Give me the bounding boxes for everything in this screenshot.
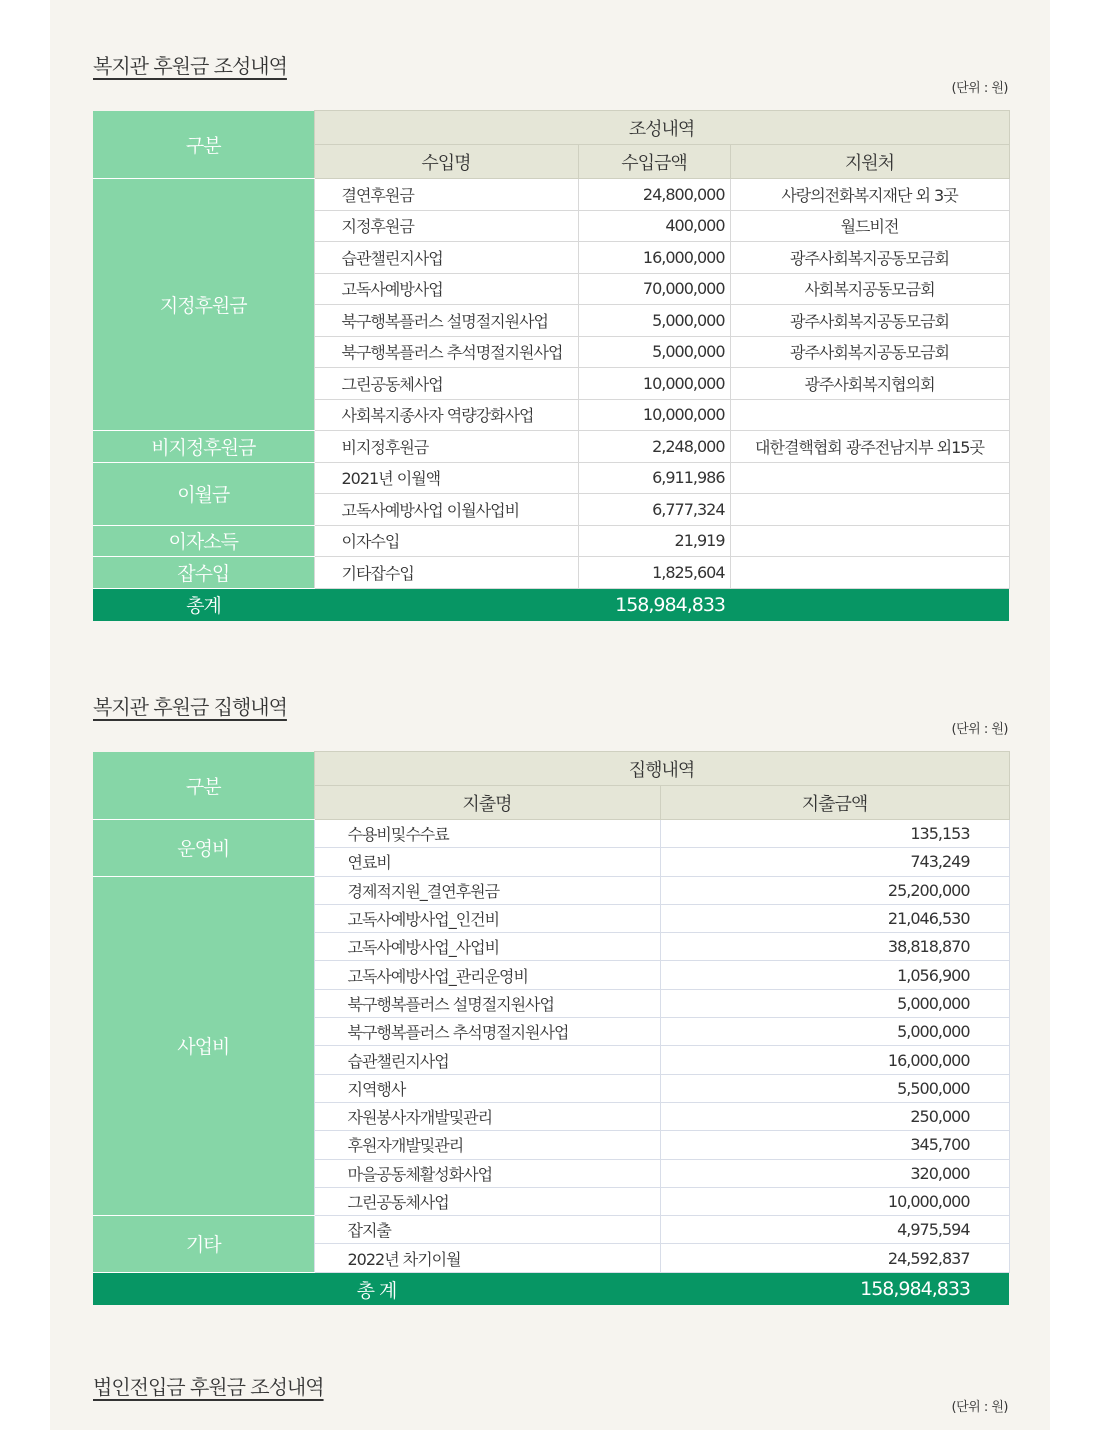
income-amount: 10,000,000 [578, 368, 730, 400]
expense-name: 경제적지원_결연후원금 [314, 876, 660, 904]
expense-amount: 4,975,594 [660, 1216, 1009, 1244]
table-row [93, 179, 1009, 211]
support-source: 대한결핵협회 광주전남지부 외15곳 [730, 431, 1009, 463]
unit-label: (단위 : 원) [951, 81, 1008, 96]
category-cell: 기타 [93, 1216, 314, 1273]
support-source [730, 557, 1009, 589]
income-amount: 2,248,000 [578, 431, 730, 463]
expense-name: 고독사예방사업_관리운영비 [314, 961, 660, 989]
table-row [93, 1216, 1009, 1244]
income-name: 지정후원금 [314, 210, 578, 242]
support-source: 광주사회복지협의회 [730, 368, 1009, 400]
income-name: 결연후원금 [314, 179, 578, 211]
total-row [93, 588, 1009, 621]
category-cell: 지정후원금 [93, 179, 314, 431]
table-row [93, 462, 1009, 494]
support-source: 사랑의전화복지재단 외 3곳 [730, 179, 1009, 211]
expense-name: 북구행복플러스 추석명절지원사업 [314, 1018, 660, 1046]
section-title: 복지관 후원금 집행내역 [93, 695, 287, 719]
expense-name: 습관챌린지사업 [314, 1046, 660, 1074]
income-name: 북구행복플러스 추석명절지원사업 [314, 336, 578, 368]
support-source: 광주사회복지공동모금회 [730, 305, 1009, 337]
expense-name: 고독사예방사업_사업비 [314, 933, 660, 961]
expense-name: 북구행복플러스 설명절지원사업 [314, 989, 660, 1017]
section-title: 법인전입금 후원금 조성내역 [93, 1375, 324, 1399]
amount-header: 수입금액 [578, 145, 730, 179]
expense-name: 2022년 차기이월 [314, 1244, 660, 1272]
category-header: 구분 [93, 111, 314, 179]
income-amount: 10,000,000 [578, 399, 730, 431]
support-source: 광주사회복지공동모금회 [730, 242, 1009, 274]
expense-amount: 21,046,530 [660, 904, 1009, 932]
expenditure-table [93, 751, 1010, 1305]
income-name: 습관챌린지사업 [314, 242, 578, 274]
income-name: 고독사예방사업 [314, 273, 578, 305]
income-amount: 6,777,324 [578, 494, 730, 526]
table-body [93, 820, 1009, 1273]
table-row [93, 820, 1009, 848]
support-source: 월드비전 [730, 210, 1009, 242]
income-amount: 1,825,604 [578, 557, 730, 589]
income-name: 고독사예방사업 이월사업비 [314, 494, 578, 526]
income-amount: 70,000,000 [578, 273, 730, 305]
group-header: 조성내역 [314, 111, 1009, 145]
income-amount: 16,000,000 [578, 242, 730, 274]
expense-amount: 5,000,000 [660, 989, 1009, 1017]
unit-label: (단위 : 원) [951, 1400, 1008, 1415]
total-amount: 158,984,833 [314, 588, 730, 621]
income-name: 북구행복플러스 설명절지원사업 [314, 305, 578, 337]
income-name: 2021년 이월액 [314, 462, 578, 494]
expense-amount: 10,000,000 [660, 1187, 1009, 1215]
expense-amount: 743,249 [660, 848, 1009, 876]
expense-name: 지역행사 [314, 1074, 660, 1102]
expense-name: 연료비 [314, 848, 660, 876]
total-row [93, 1272, 1009, 1305]
support-source [730, 399, 1009, 431]
expense-amount: 5,500,000 [660, 1074, 1009, 1102]
expense-amount: 16,000,000 [660, 1046, 1009, 1074]
expense-amount: 38,818,870 [660, 933, 1009, 961]
expense-amount: 25,200,000 [660, 876, 1009, 904]
section-title: 복지관 후원금 조성내역 [93, 54, 287, 78]
expense-amount: 135,153 [660, 820, 1009, 848]
total-amount: 158,984,833 [660, 1272, 1009, 1305]
income-amount: 5,000,000 [578, 336, 730, 368]
table-body [93, 179, 1009, 589]
unit-label: (단위 : 원) [951, 722, 1008, 737]
total-label: 총계 [93, 588, 314, 621]
expense-amount: 250,000 [660, 1102, 1009, 1130]
category-header: 구분 [93, 752, 314, 820]
expense-name: 그린공동체사업 [314, 1187, 660, 1215]
total-label: 총 계 [93, 1272, 660, 1305]
support-source [730, 462, 1009, 494]
expense-name: 수용비및수수료 [314, 820, 660, 848]
support-source: 사회복지공동모금회 [730, 273, 1009, 305]
income-amount: 21,919 [578, 525, 730, 557]
table-row [93, 876, 1009, 904]
income-name: 그린공동체사업 [314, 368, 578, 400]
expense-amount: 320,000 [660, 1159, 1009, 1187]
category-cell: 사업비 [93, 876, 314, 1216]
income-amount: 400,000 [578, 210, 730, 242]
expense-name: 마을공동체활성화사업 [314, 1159, 660, 1187]
income-amount: 5,000,000 [578, 305, 730, 337]
expense-amount: 5,000,000 [660, 1018, 1009, 1046]
income-name: 사회복지종사자 역량강화사업 [314, 399, 578, 431]
income-name: 이자수입 [314, 525, 578, 557]
fundraising-table [93, 110, 1010, 621]
table-row [93, 557, 1009, 589]
name-header: 수입명 [314, 145, 578, 179]
support-source: 광주사회복지공동모금회 [730, 336, 1009, 368]
expense-name: 잡지출 [314, 1216, 660, 1244]
income-name: 비지정후원금 [314, 431, 578, 463]
table-row [93, 431, 1009, 463]
expense-name: 고독사예방사업_인건비 [314, 904, 660, 932]
group-header: 집행내역 [314, 752, 1009, 786]
category-cell: 운영비 [93, 820, 314, 877]
name-header: 지출명 [314, 786, 660, 820]
source-header: 지원처 [730, 145, 1009, 179]
income-name: 기타잡수입 [314, 557, 578, 589]
expense-amount: 345,700 [660, 1131, 1009, 1159]
support-source [730, 525, 1009, 557]
expense-amount: 1,056,900 [660, 961, 1009, 989]
income-amount: 24,800,000 [578, 179, 730, 211]
category-cell: 이월금 [93, 462, 314, 525]
table-row [93, 525, 1009, 557]
expense-name: 후원자개발및관리 [314, 1131, 660, 1159]
income-amount: 6,911,986 [578, 462, 730, 494]
support-source [730, 494, 1009, 526]
category-cell: 잡수입 [93, 557, 314, 589]
amount-header: 지출금액 [660, 786, 1009, 820]
category-cell: 이자소득 [93, 525, 314, 557]
expense-name: 자원봉사자개발및관리 [314, 1102, 660, 1130]
category-cell: 비지정후원금 [93, 431, 314, 463]
expense-amount: 24,592,837 [660, 1244, 1009, 1272]
